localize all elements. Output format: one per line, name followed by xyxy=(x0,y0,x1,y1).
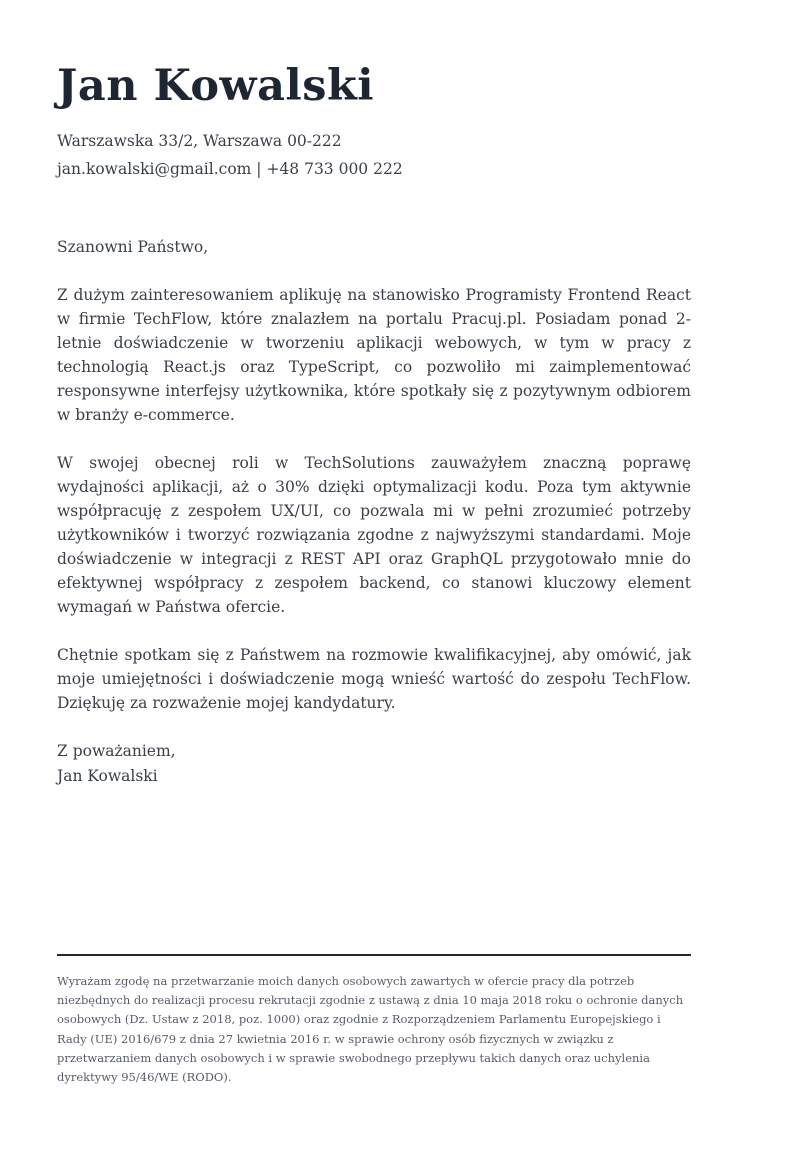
gdpr-consent-clause: Wyrażam zgodę na przetwarzanie moich danych osobowych zawartych w ofercie pracy dla potrzeb niezbędnych do realizacji procesu rekrutacji zgodnie z ustawą z dnia 10 maja 2018 roku o ochronie danych osobowych (Dz. Ustaw z 2018, poz. 1000) oraz zgodnie z Rozporządzeniem Parlamentu Europejskiego i Rady (UE) 2016/679 z dnia 27 kwietnia 2016 r. w sprawie ochrony osób fizycznych w związku z przetwarzaniem danych osobowych i w sprawie swobodnego przepływu takich danych oraz uchylenia dyrektywy 95/46/WE (RODO). xyxy=(57,974,684,1085)
letter-body xyxy=(57,235,691,789)
letter-paragraph-3: Chętnie spotkam się z Państwem na rozmowie kwalifikacyjnej, aby omówić, jak moje umiejętności i doświadczenie mogą wnieść wartość do zespołu TechFlow. Dziękuję za rozważenie mojej kandydatury. xyxy=(57,646,691,713)
letter-paragraph-2: W swojej obecnej roli w TechSolutions zauważyłem znaczną poprawę wydajności aplikacji, aż o 30% dzięki optymalizacji kodu. Poza tym aktywnie współpracuję z zespołem UX/UI, co pozwala mi w pełni zrozumieć potrzeby użytkowników i tworzyć rozwiązania zgodne z najwyższymi standardami. Moje doświadczenie w integracji z REST API oraz GraphQL przygotowało mnie do efektywnej współpracy z zespołem backend, co stanowi kluczowy element wymagań w Państwa ofercie. xyxy=(57,454,691,617)
email-and-phone-line: jan.kowalski@gmail.com | +48 733 000 222 xyxy=(57,160,403,179)
footer-divider xyxy=(57,954,691,956)
letter-paragraph-1: Z dużym zainteresowaniem aplikuję na stanowisko Programisty Frontend React w firmie TechFlow, które znalazłem na portalu Pracuj.pl. Posiadam ponad 2-letnie doświadczenie w tworzeniu aplikacji webowych, w tym w pracy z technologią React.js oraz TypeScript, co pozwoliło mi zaimplementować responsywne interfejsy użytkownika, które spotkały się z pozytywnym odbiorem w branży e-commerce. xyxy=(57,286,691,425)
closing-block xyxy=(57,739,691,789)
closing-phrase: Z poważaniem, xyxy=(57,742,176,761)
address-line: Warszawska 33/2, Warszawa 00-222 xyxy=(57,132,342,151)
applicant-name-heading: Jan Kowalski xyxy=(57,61,375,111)
contact-info-block xyxy=(57,127,691,183)
signature-name: Jan Kowalski xyxy=(57,767,158,786)
salutation: Szanowni Państwo, xyxy=(57,238,209,257)
gdpr-footer xyxy=(57,954,691,1087)
